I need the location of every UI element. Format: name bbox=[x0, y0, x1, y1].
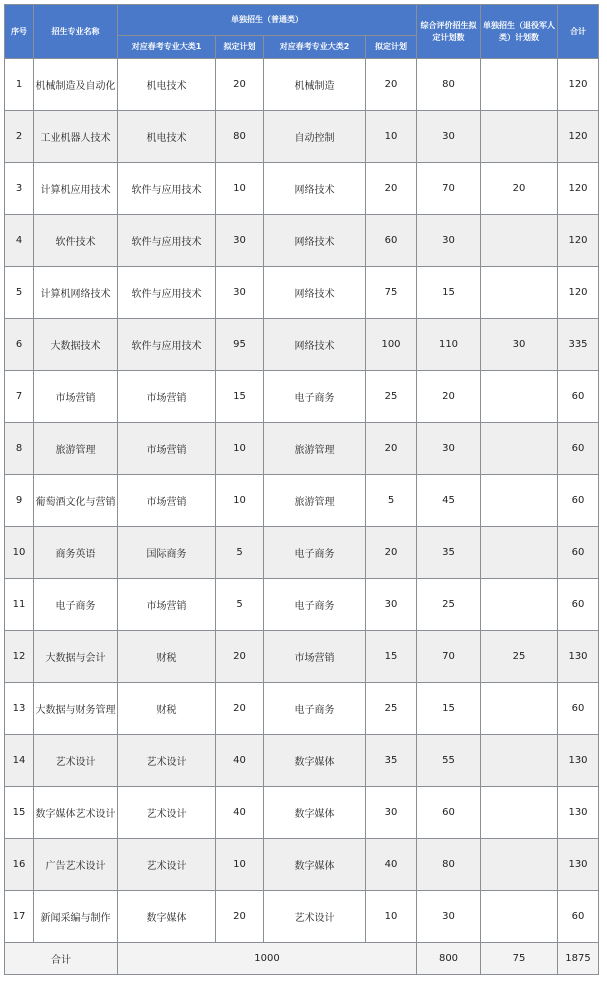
cell-category-2: 网络技术 bbox=[264, 267, 366, 319]
cell-plan-2: 100 bbox=[366, 319, 417, 371]
cell-major-name: 新闻采编与制作 bbox=[34, 891, 118, 943]
cell-seq: 13 bbox=[5, 683, 34, 735]
cell-plan-2: 25 bbox=[366, 683, 417, 735]
cell-category-2: 电子商务 bbox=[264, 371, 366, 423]
cell-category-2: 电子商务 bbox=[264, 527, 366, 579]
table-row bbox=[5, 527, 599, 579]
cell-comprehensive-plan: 70 bbox=[417, 163, 481, 215]
cell-plan-2: 40 bbox=[366, 839, 417, 891]
cell-veteran-plan bbox=[481, 371, 558, 423]
cell-total: 60 bbox=[558, 579, 599, 631]
cell-major-name: 工业机器人技术 bbox=[34, 111, 118, 163]
cell-major-name: 大数据技术 bbox=[34, 319, 118, 371]
table-body bbox=[5, 59, 599, 943]
cell-plan-1: 30 bbox=[216, 267, 264, 319]
cell-comprehensive-plan: 80 bbox=[417, 59, 481, 111]
header-plan-1: 拟定计划 bbox=[216, 36, 264, 59]
cell-major-name: 广告艺术设计 bbox=[34, 839, 118, 891]
cell-seq: 17 bbox=[5, 891, 34, 943]
cell-plan-2: 10 bbox=[366, 111, 417, 163]
cell-plan-1: 40 bbox=[216, 787, 264, 839]
cell-veteran-plan bbox=[481, 891, 558, 943]
total-row bbox=[5, 943, 599, 975]
cell-plan-1: 15 bbox=[216, 371, 264, 423]
cell-total: 120 bbox=[558, 267, 599, 319]
header-seq: 序号 bbox=[5, 5, 34, 59]
cell-plan-1: 10 bbox=[216, 475, 264, 527]
table-footer bbox=[5, 943, 599, 975]
cell-seq: 16 bbox=[5, 839, 34, 891]
cell-category-1: 软件与应用技术 bbox=[118, 319, 216, 371]
cell-category-2: 网络技术 bbox=[264, 319, 366, 371]
cell-major-name: 软件技术 bbox=[34, 215, 118, 267]
header-category-1: 对应春考专业大类1 bbox=[118, 36, 216, 59]
cell-plan-2: 20 bbox=[366, 59, 417, 111]
cell-seq: 12 bbox=[5, 631, 34, 683]
cell-total: 120 bbox=[558, 59, 599, 111]
cell-veteran-plan bbox=[481, 267, 558, 319]
cell-total: 60 bbox=[558, 527, 599, 579]
cell-plan-1: 95 bbox=[216, 319, 264, 371]
cell-plan-1: 10 bbox=[216, 423, 264, 475]
cell-category-1: 市场营销 bbox=[118, 371, 216, 423]
header-comprehensive-plan: 综合评价招生拟定计划数 bbox=[417, 5, 481, 59]
cell-comprehensive-plan: 55 bbox=[417, 735, 481, 787]
cell-category-1: 国际商务 bbox=[118, 527, 216, 579]
cell-category-2: 电子商务 bbox=[264, 579, 366, 631]
cell-total: 60 bbox=[558, 683, 599, 735]
table-row bbox=[5, 891, 599, 943]
cell-veteran-plan bbox=[481, 475, 558, 527]
cell-seq: 7 bbox=[5, 371, 34, 423]
cell-total: 60 bbox=[558, 891, 599, 943]
cell-comprehensive-plan: 30 bbox=[417, 111, 481, 163]
header-plan-2: 拟定计划 bbox=[366, 36, 417, 59]
cell-category-2: 网络技术 bbox=[264, 163, 366, 215]
cell-category-2: 网络技术 bbox=[264, 215, 366, 267]
cell-plan-2: 30 bbox=[366, 787, 417, 839]
cell-category-2: 数字媒体 bbox=[264, 735, 366, 787]
cell-seq: 4 bbox=[5, 215, 34, 267]
cell-total: 130 bbox=[558, 631, 599, 683]
cell-category-1: 艺术设计 bbox=[118, 735, 216, 787]
cell-total: 120 bbox=[558, 111, 599, 163]
table-row bbox=[5, 267, 599, 319]
cell-total: 60 bbox=[558, 423, 599, 475]
cell-plan-1: 20 bbox=[216, 683, 264, 735]
cell-plan-2: 20 bbox=[366, 527, 417, 579]
cell-major-name: 机械制造及自动化 bbox=[34, 59, 118, 111]
cell-plan-1: 40 bbox=[216, 735, 264, 787]
cell-comprehensive-plan: 30 bbox=[417, 215, 481, 267]
cell-total: 60 bbox=[558, 371, 599, 423]
cell-comprehensive-plan: 20 bbox=[417, 371, 481, 423]
cell-comprehensive-plan: 15 bbox=[417, 267, 481, 319]
table-row bbox=[5, 319, 599, 371]
total-label: 合计 bbox=[5, 943, 118, 975]
cell-veteran-plan bbox=[481, 839, 558, 891]
cell-seq: 2 bbox=[5, 111, 34, 163]
enrollment-plan-table-container bbox=[4, 4, 599, 975]
cell-comprehensive-plan: 45 bbox=[417, 475, 481, 527]
cell-category-1: 艺术设计 bbox=[118, 787, 216, 839]
cell-category-2: 旅游管理 bbox=[264, 423, 366, 475]
header-total: 合计 bbox=[558, 5, 599, 59]
cell-category-1: 艺术设计 bbox=[118, 839, 216, 891]
header-category-2: 对应春考专业大类2 bbox=[264, 36, 366, 59]
cell-major-name: 艺术设计 bbox=[34, 735, 118, 787]
cell-major-name: 葡萄酒文化与营销 bbox=[34, 475, 118, 527]
cell-veteran-plan bbox=[481, 787, 558, 839]
cell-total: 130 bbox=[558, 839, 599, 891]
cell-major-name: 计算机网络技术 bbox=[34, 267, 118, 319]
cell-veteran-plan: 20 bbox=[481, 163, 558, 215]
cell-veteran-plan bbox=[481, 59, 558, 111]
cell-major-name: 商务英语 bbox=[34, 527, 118, 579]
cell-category-1: 财税 bbox=[118, 683, 216, 735]
single-enrollment-total: 1000 bbox=[118, 943, 417, 975]
cell-category-2: 艺术设计 bbox=[264, 891, 366, 943]
cell-plan-2: 60 bbox=[366, 215, 417, 267]
table-row bbox=[5, 631, 599, 683]
enrollment-plan-table bbox=[4, 4, 599, 975]
cell-veteran-plan bbox=[481, 527, 558, 579]
cell-comprehensive-plan: 30 bbox=[417, 891, 481, 943]
cell-total: 120 bbox=[558, 215, 599, 267]
comprehensive-total: 800 bbox=[417, 943, 481, 975]
cell-veteran-plan bbox=[481, 215, 558, 267]
cell-comprehensive-plan: 110 bbox=[417, 319, 481, 371]
cell-total: 130 bbox=[558, 735, 599, 787]
cell-seq: 1 bbox=[5, 59, 34, 111]
cell-total: 130 bbox=[558, 787, 599, 839]
cell-seq: 10 bbox=[5, 527, 34, 579]
cell-seq: 6 bbox=[5, 319, 34, 371]
cell-plan-2: 35 bbox=[366, 735, 417, 787]
header-veteran-plan: 单独招生（退役军人类）计划数 bbox=[481, 5, 558, 59]
cell-category-2: 机械制造 bbox=[264, 59, 366, 111]
cell-plan-1: 10 bbox=[216, 839, 264, 891]
cell-plan-1: 20 bbox=[216, 891, 264, 943]
cell-plan-2: 5 bbox=[366, 475, 417, 527]
cell-plan-2: 25 bbox=[366, 371, 417, 423]
cell-comprehensive-plan: 35 bbox=[417, 527, 481, 579]
cell-category-1: 软件与应用技术 bbox=[118, 215, 216, 267]
table-row bbox=[5, 371, 599, 423]
cell-total: 335 bbox=[558, 319, 599, 371]
cell-major-name: 计算机应用技术 bbox=[34, 163, 118, 215]
cell-category-1: 机电技术 bbox=[118, 111, 216, 163]
cell-plan-2: 20 bbox=[366, 423, 417, 475]
cell-major-name: 大数据与会计 bbox=[34, 631, 118, 683]
cell-category-1: 机电技术 bbox=[118, 59, 216, 111]
cell-category-2: 数字媒体 bbox=[264, 839, 366, 891]
cell-major-name: 旅游管理 bbox=[34, 423, 118, 475]
table-header bbox=[5, 5, 599, 59]
cell-veteran-plan: 30 bbox=[481, 319, 558, 371]
cell-major-name: 电子商务 bbox=[34, 579, 118, 631]
cell-comprehensive-plan: 25 bbox=[417, 579, 481, 631]
header-major: 招生专业名称 bbox=[34, 5, 118, 59]
cell-seq: 5 bbox=[5, 267, 34, 319]
cell-category-2: 旅游管理 bbox=[264, 475, 366, 527]
table-row bbox=[5, 787, 599, 839]
table-row bbox=[5, 475, 599, 527]
cell-category-2: 电子商务 bbox=[264, 683, 366, 735]
table-row bbox=[5, 735, 599, 787]
table-row bbox=[5, 163, 599, 215]
cell-category-1: 市场营销 bbox=[118, 423, 216, 475]
cell-category-1: 软件与应用技术 bbox=[118, 267, 216, 319]
cell-plan-2: 20 bbox=[366, 163, 417, 215]
cell-comprehensive-plan: 15 bbox=[417, 683, 481, 735]
cell-plan-1: 5 bbox=[216, 527, 264, 579]
cell-comprehensive-plan: 70 bbox=[417, 631, 481, 683]
table-row bbox=[5, 423, 599, 475]
cell-seq: 14 bbox=[5, 735, 34, 787]
cell-plan-2: 10 bbox=[366, 891, 417, 943]
cell-veteran-plan: 25 bbox=[481, 631, 558, 683]
cell-total: 60 bbox=[558, 475, 599, 527]
cell-comprehensive-plan: 60 bbox=[417, 787, 481, 839]
cell-veteran-plan bbox=[481, 111, 558, 163]
cell-seq: 11 bbox=[5, 579, 34, 631]
cell-category-1: 市场营销 bbox=[118, 579, 216, 631]
cell-plan-2: 15 bbox=[366, 631, 417, 683]
table-row bbox=[5, 839, 599, 891]
cell-comprehensive-plan: 80 bbox=[417, 839, 481, 891]
header-single-enrollment-group: 单独招生（普通类） bbox=[118, 5, 417, 36]
veteran-total: 75 bbox=[481, 943, 558, 975]
cell-veteran-plan bbox=[481, 579, 558, 631]
table-row bbox=[5, 59, 599, 111]
cell-veteran-plan bbox=[481, 735, 558, 787]
cell-category-1: 数字媒体 bbox=[118, 891, 216, 943]
grand-total: 1875 bbox=[558, 943, 599, 975]
table-row bbox=[5, 683, 599, 735]
cell-plan-1: 5 bbox=[216, 579, 264, 631]
cell-category-1: 市场营销 bbox=[118, 475, 216, 527]
cell-category-1: 软件与应用技术 bbox=[118, 163, 216, 215]
cell-veteran-plan bbox=[481, 423, 558, 475]
table-row bbox=[5, 111, 599, 163]
cell-major-name: 大数据与财务管理 bbox=[34, 683, 118, 735]
cell-veteran-plan bbox=[481, 683, 558, 735]
cell-category-2: 自动控制 bbox=[264, 111, 366, 163]
cell-category-2: 数字媒体 bbox=[264, 787, 366, 839]
cell-seq: 9 bbox=[5, 475, 34, 527]
cell-plan-1: 80 bbox=[216, 111, 264, 163]
cell-major-name: 数字媒体艺术设计 bbox=[34, 787, 118, 839]
cell-major-name: 市场营销 bbox=[34, 371, 118, 423]
table-row bbox=[5, 215, 599, 267]
cell-plan-2: 30 bbox=[366, 579, 417, 631]
cell-comprehensive-plan: 30 bbox=[417, 423, 481, 475]
cell-plan-1: 10 bbox=[216, 163, 264, 215]
table-row bbox=[5, 579, 599, 631]
cell-seq: 8 bbox=[5, 423, 34, 475]
cell-plan-1: 20 bbox=[216, 631, 264, 683]
cell-seq: 3 bbox=[5, 163, 34, 215]
cell-plan-1: 20 bbox=[216, 59, 264, 111]
cell-category-2: 市场营销 bbox=[264, 631, 366, 683]
cell-category-1: 财税 bbox=[118, 631, 216, 683]
cell-seq: 15 bbox=[5, 787, 34, 839]
cell-plan-1: 30 bbox=[216, 215, 264, 267]
cell-plan-2: 75 bbox=[366, 267, 417, 319]
cell-total: 120 bbox=[558, 163, 599, 215]
